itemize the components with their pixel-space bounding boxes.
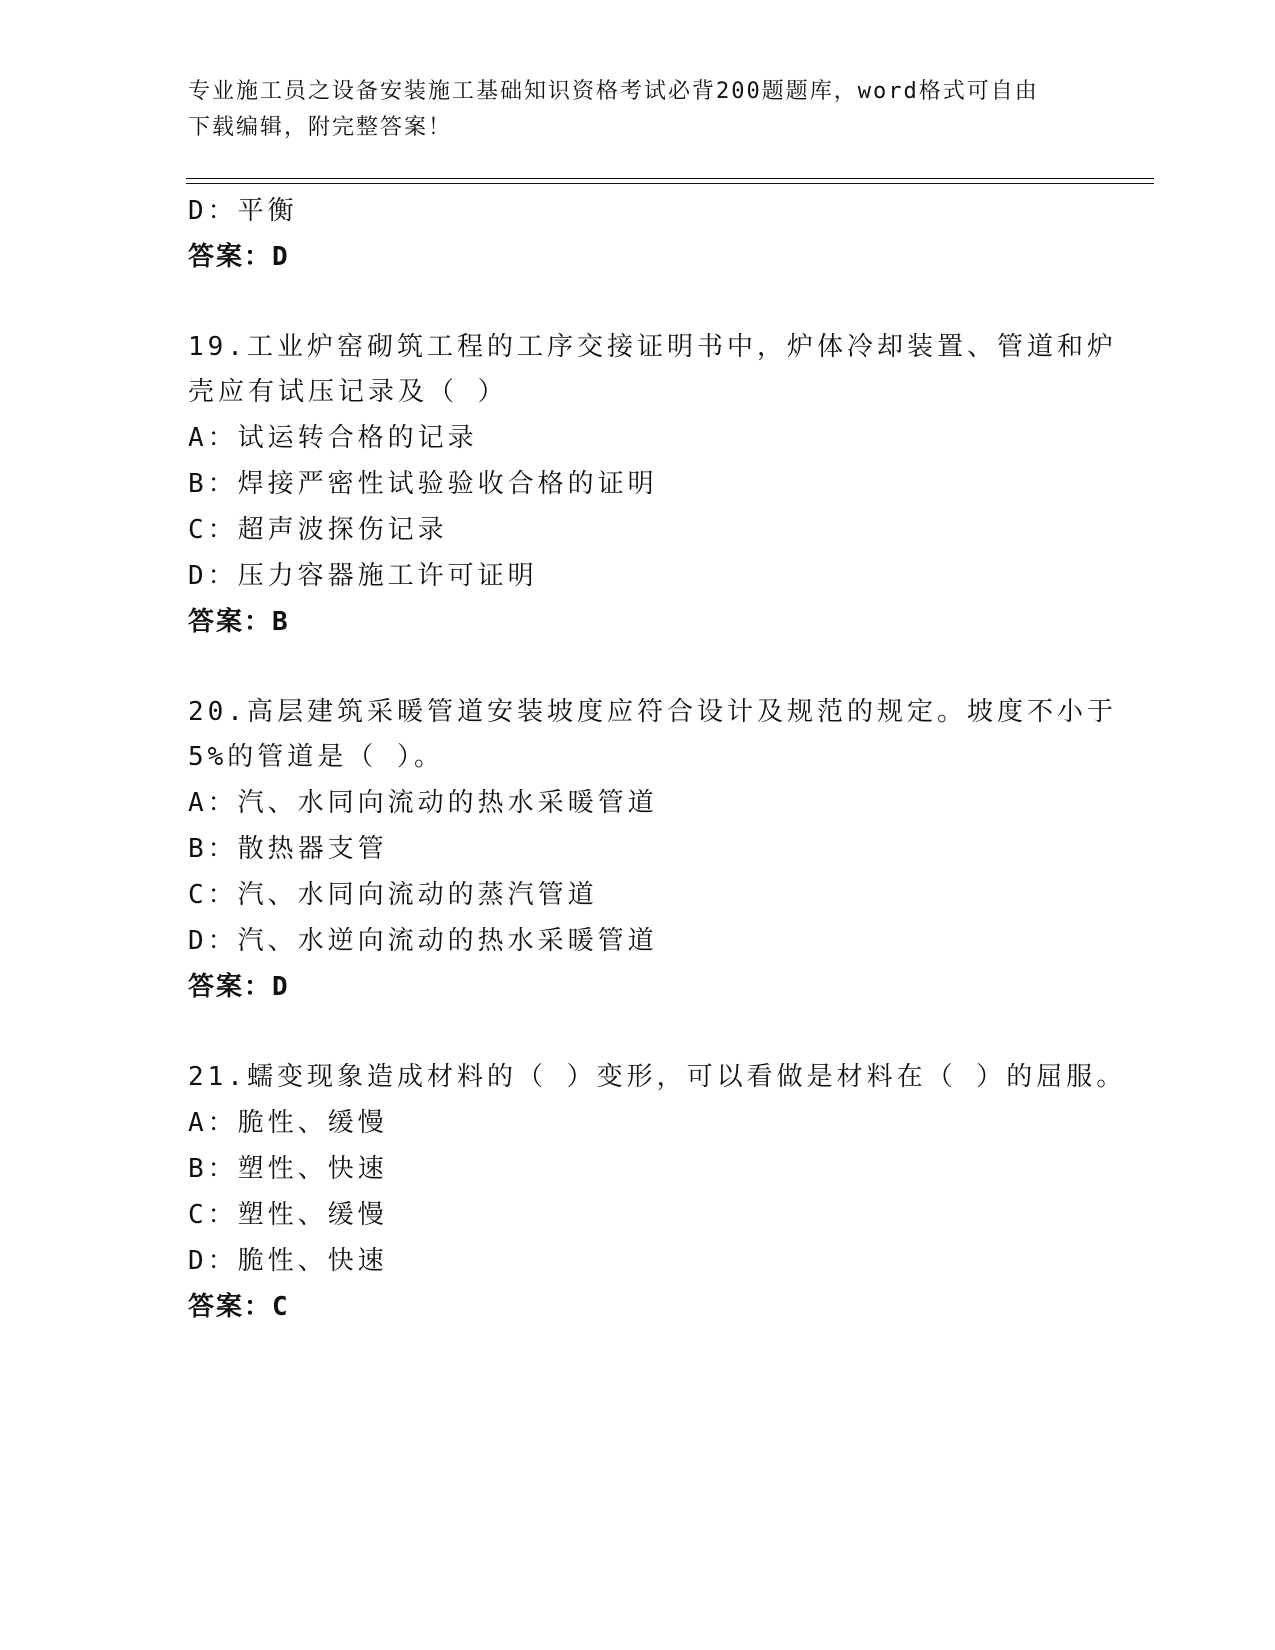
option-d: D：平衡	[188, 196, 298, 226]
question-18-tail	[188, 188, 1108, 280]
header-title-line-2: 下载编辑，附完整答案！	[188, 115, 453, 140]
question-stem-line: 20.高层建筑采暖管道安装坡度应符合设计及规范的规定。坡度不小于	[188, 697, 1117, 727]
question-stem	[188, 1055, 1127, 1100]
option-c: C：塑性、缓慢	[188, 1200, 388, 1230]
header-divider-top	[186, 178, 1154, 179]
header-divider-bottom	[186, 183, 1154, 184]
option-d: D：汽、水逆向流动的热水采暖管道	[188, 926, 658, 956]
question-stem	[188, 325, 1117, 415]
question-stem-line: 21.蠕变现象造成材料的（ ）变形，可以看做是材料在（ ）的屈服。	[188, 1062, 1127, 1092]
question-20	[188, 690, 1117, 1010]
option-b: B：塑性、快速	[188, 1154, 388, 1184]
option-c: C：汽、水同向流动的蒸汽管道	[188, 880, 598, 910]
question-21	[188, 1055, 1127, 1330]
answer-line: 答案：B	[188, 607, 290, 637]
option-a: A：汽、水同向流动的热水采暖管道	[188, 788, 658, 818]
option-c: C：超声波探伤记录	[188, 515, 448, 545]
header-title-line-1: 专业施工员之设备安装施工基础知识资格考试必背200题题库，word格式可自由	[188, 79, 1039, 104]
document-header	[188, 74, 1088, 146]
answer-line: 答案：C	[188, 1292, 290, 1322]
question-gap	[188, 1010, 1108, 1055]
question-content	[188, 188, 1127, 1330]
option-a: A：脆性、缓慢	[188, 1108, 388, 1138]
answer-line: 答案：D	[188, 972, 290, 1002]
question-stem-line: 壳应有试压记录及（ ）	[188, 377, 508, 407]
question-stem-line: 5%的管道是（ ）。	[188, 742, 444, 772]
option-d: D：压力容器施工许可证明	[188, 561, 538, 591]
question-19	[188, 325, 1117, 645]
option-b: B：焊接严密性试验验收合格的证明	[188, 469, 658, 499]
question-stem-line: 19.工业炉窑砌筑工程的工序交接证明书中，炉体冷却装置、管道和炉	[188, 332, 1117, 362]
question-stem	[188, 690, 1117, 780]
question-gap	[188, 645, 1108, 690]
question-gap	[188, 280, 1108, 325]
option-d: D：脆性、快速	[188, 1246, 388, 1276]
option-b: B：散热器支管	[188, 834, 388, 864]
answer-line: 答案：D	[188, 242, 290, 272]
option-a: A：试运转合格的记录	[188, 423, 478, 453]
